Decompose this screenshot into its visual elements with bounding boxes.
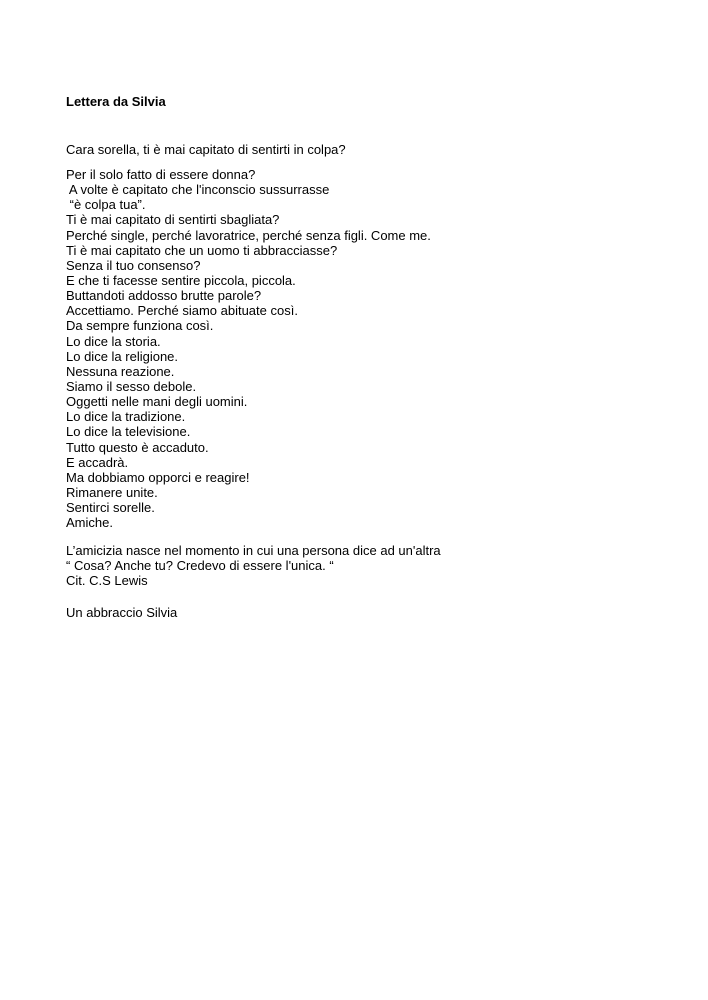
- body-line: Oggetti nelle mani degli uomini.: [66, 394, 248, 410]
- body-line: Ti è mai capitato di sentirti sbagliata?: [66, 212, 280, 228]
- body-line: Nessuna reazione.: [66, 363, 175, 379]
- letter-title: Lettera da Silvia: [66, 94, 166, 109]
- body-line: Tutto questo è accaduto.: [66, 439, 209, 455]
- body-line: E che ti facesse sentire piccola, piccola.: [66, 272, 296, 288]
- body-line: Accettiamo. Perché siamo abituate così.: [66, 303, 298, 319]
- body-line: Lo dice la tradizione.: [66, 409, 186, 425]
- letter-body: [66, 167, 431, 530]
- body-line: Lo dice la televisione.: [66, 424, 191, 440]
- body-line: Per il solo fatto di essere donna?: [66, 167, 256, 182]
- body-line: Siamo il sesso debole.: [66, 378, 197, 394]
- body-line: Sentirci sorelle.: [66, 500, 155, 516]
- body-line: E accadrà.: [66, 454, 129, 470]
- body-line: Rimanere unite.: [66, 484, 158, 500]
- letter-greeting: Cara sorella, ti è mai capitato di sentirti in colpa?: [66, 142, 346, 157]
- quote-line: “ Cosa? Anche tu? Credevo di essere l'unica. “: [66, 558, 334, 574]
- body-line: Amiche.: [66, 515, 113, 531]
- quote-citation: Cit. C.S Lewis: [66, 573, 148, 589]
- body-line: Da sempre funziona così.: [66, 318, 214, 334]
- quote-block: [66, 543, 441, 588]
- body-line: Lo dice la storia.: [66, 333, 161, 349]
- body-line: Ti è mai capitato che un uomo ti abbracciasse?: [66, 242, 338, 258]
- quote-line: L’amicizia nasce nel momento in cui una persona dice ad un'altra: [66, 543, 441, 558]
- body-line: “è colpa tua”.: [66, 197, 146, 213]
- letter-closing: Un abbraccio Silvia: [66, 605, 178, 620]
- body-line: Buttandoti addosso brutte parole?: [66, 288, 262, 304]
- body-line: Ma dobbiamo opporci e reagire!: [66, 469, 250, 485]
- body-line: Senza il tuo consenso?: [66, 257, 201, 273]
- body-line: Lo dice la religione.: [66, 348, 179, 364]
- body-line: Perché single, perché lavoratrice, perché senza figli. Come me.: [66, 227, 431, 243]
- body-line: A volte è capitato che l'inconscio sussurrasse: [66, 182, 330, 198]
